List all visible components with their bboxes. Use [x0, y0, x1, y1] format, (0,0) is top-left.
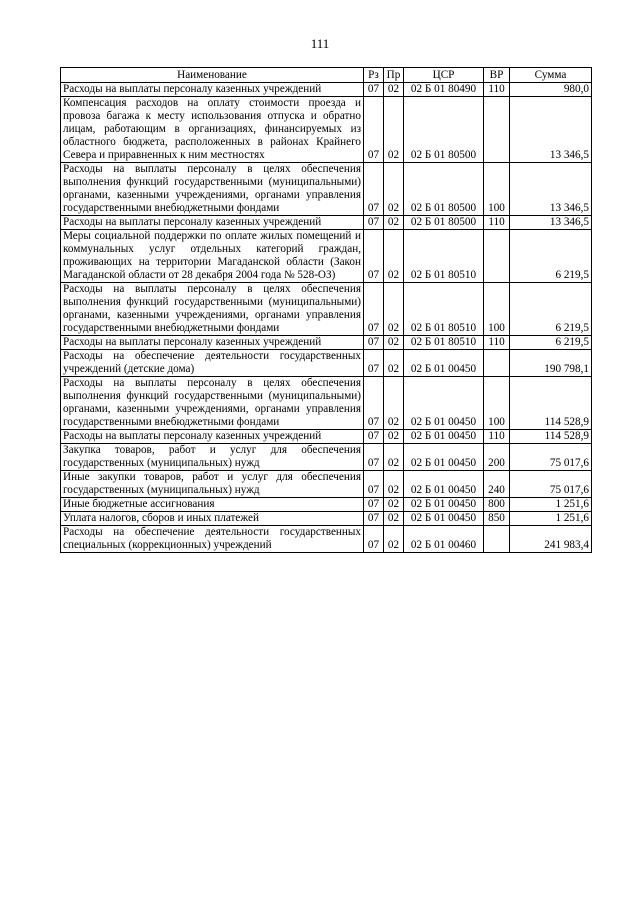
row-pr: 02	[384, 283, 404, 336]
row-rz: 07	[364, 444, 384, 471]
row-csr: 02 Б 01 00450	[404, 444, 484, 471]
table-row	[61, 444, 592, 471]
row-csr: 02 Б 01 00450	[404, 430, 484, 444]
row-csr: 02 Б 01 80510	[404, 230, 484, 283]
row-pr: 02	[384, 83, 404, 97]
row-name: Расходы на выплаты персоналу казенных учреждений	[61, 430, 364, 444]
row-name: Уплата налогов, сборов и иных платежей	[61, 512, 364, 526]
row-csr: 02 Б 01 80500	[404, 163, 484, 216]
row-pr: 02	[384, 512, 404, 526]
row-name: Расходы на выплаты персоналу казенных учреждений	[61, 216, 364, 230]
row-rz: 07	[364, 97, 384, 163]
row-rz: 07	[364, 471, 384, 498]
row-name: Иные закупки товаров, работ и услуг для обеспечения государственных (муниципальных) нужд	[61, 471, 364, 498]
row-name: Расходы на выплаты персоналу в целях обеспечения выполнения функций государственными (муниципальными) органами, казенными учреждениями, органами управления государственными внебюджетными фондами	[61, 163, 364, 216]
header-csr: ЦСР	[404, 68, 484, 83]
budget-table	[60, 67, 592, 553]
row-sum: 75 017,6	[510, 471, 592, 498]
row-name: Меры социальной поддержки по оплате жилых помещений и коммунальных услуг отдельных категорий граждан, проживающих на территории Магаданской области (Закон Магаданской области от 28 декабря 2004 года № 528-ОЗ)	[61, 230, 364, 283]
row-rz: 07	[364, 230, 384, 283]
table-row	[61, 471, 592, 498]
header-pr: Пр	[384, 68, 404, 83]
row-csr: 02 Б 01 00450	[404, 350, 484, 377]
table-row	[61, 163, 592, 216]
row-vr: 100	[484, 283, 510, 336]
row-sum: 1 251,6	[510, 512, 592, 526]
row-rz: 07	[364, 163, 384, 216]
row-vr: 100	[484, 377, 510, 430]
row-rz: 07	[364, 283, 384, 336]
row-rz: 07	[364, 350, 384, 377]
row-name: Расходы на выплаты персоналу казенных учреждений	[61, 83, 364, 97]
row-sum: 13 346,5	[510, 163, 592, 216]
row-pr: 02	[384, 526, 404, 553]
row-sum: 114 528,9	[510, 377, 592, 430]
table-row	[61, 512, 592, 526]
page-number: 111	[310, 36, 330, 51]
row-rz: 07	[364, 526, 384, 553]
row-pr: 02	[384, 216, 404, 230]
row-csr: 02 Б 01 80510	[404, 283, 484, 336]
row-sum: 1 251,6	[510, 498, 592, 512]
row-sum: 75 017,6	[510, 444, 592, 471]
row-pr: 02	[384, 498, 404, 512]
table-row	[61, 97, 592, 163]
table-row	[61, 230, 592, 283]
row-sum: 13 346,5	[510, 97, 592, 163]
table-row	[61, 83, 592, 97]
row-csr: 02 Б 01 00450	[404, 377, 484, 430]
table-row	[61, 430, 592, 444]
row-pr: 02	[384, 97, 404, 163]
row-pr: 02	[384, 230, 404, 283]
row-pr: 02	[384, 471, 404, 498]
row-vr	[484, 526, 510, 553]
row-rz: 07	[364, 83, 384, 97]
row-sum: 13 346,5	[510, 216, 592, 230]
row-vr: 100	[484, 163, 510, 216]
table-row	[61, 377, 592, 430]
table-row	[61, 526, 592, 553]
row-vr: 800	[484, 498, 510, 512]
row-csr: 02 Б 01 00450	[404, 498, 484, 512]
row-name: Расходы на обеспечение деятельности государственных специальных (коррекционных) учреждений	[61, 526, 364, 553]
row-sum: 6 219,5	[510, 230, 592, 283]
row-csr: 02 Б 01 00450	[404, 512, 484, 526]
row-csr: 02 Б 01 00460	[404, 526, 484, 553]
row-name: Расходы на выплаты персоналу в целях обеспечения выполнения функций государственными (муниципальными) органами, казенными учреждениями, органами управления государственными внебюджетными фондами	[61, 283, 364, 336]
row-sum: 241 983,4	[510, 526, 592, 553]
row-name: Компенсация расходов на оплату стоимости проезда и провоза багажа к месту использования отпуска и обратно лицам, работающим в организациях, финансируемых из областного бюджета, расположенных в районах Крайнего Севера и приравненных к ним местностях	[61, 97, 364, 163]
row-pr: 02	[384, 336, 404, 350]
row-csr: 02 Б 01 80510	[404, 336, 484, 350]
row-name: Иные бюджетные ассигнования	[61, 498, 364, 512]
table-row	[61, 336, 592, 350]
row-sum: 6 219,5	[510, 336, 592, 350]
table-row	[61, 498, 592, 512]
header-rz: Рз	[364, 68, 384, 83]
row-sum: 980,0	[510, 83, 592, 97]
row-vr: 200	[484, 444, 510, 471]
row-csr: 02 Б 01 80490	[404, 83, 484, 97]
row-vr	[484, 350, 510, 377]
row-rz: 07	[364, 498, 384, 512]
row-sum: 190 798,1	[510, 350, 592, 377]
row-vr	[484, 230, 510, 283]
row-rz: 07	[364, 512, 384, 526]
row-name: Закупка товаров, работ и услуг для обеспечения государственных (муниципальных) нужд	[61, 444, 364, 471]
row-csr: 02 Б 01 80500	[404, 216, 484, 230]
row-name: Расходы на выплаты персоналу казенных учреждений	[61, 336, 364, 350]
table-row	[61, 283, 592, 336]
row-name: Расходы на выплаты персоналу в целях обеспечения выполнения функций государственными (муниципальными) органами, казенными учреждениями, органами управления государственными внебюджетными фондами	[61, 377, 364, 430]
row-vr: 110	[484, 336, 510, 350]
row-vr: 110	[484, 83, 510, 97]
row-csr: 02 Б 01 00450	[404, 471, 484, 498]
row-pr: 02	[384, 350, 404, 377]
table-row	[61, 216, 592, 230]
row-pr: 02	[384, 444, 404, 471]
row-pr: 02	[384, 430, 404, 444]
row-rz: 07	[364, 336, 384, 350]
header-name: Наименование	[61, 68, 364, 83]
row-rz: 07	[364, 216, 384, 230]
row-csr: 02 Б 01 80500	[404, 97, 484, 163]
row-vr: 240	[484, 471, 510, 498]
table-row	[61, 350, 592, 377]
header-vr: ВР	[484, 68, 510, 83]
row-rz: 07	[364, 430, 384, 444]
row-sum: 6 219,5	[510, 283, 592, 336]
row-pr: 02	[384, 377, 404, 430]
header-sum: Сумма	[510, 68, 592, 83]
row-vr: 110	[484, 216, 510, 230]
row-sum: 114 528,9	[510, 430, 592, 444]
row-vr	[484, 97, 510, 163]
row-rz: 07	[364, 377, 384, 430]
row-name: Расходы на обеспечение деятельности государственных учреждений (детские дома)	[61, 350, 364, 377]
row-vr: 850	[484, 512, 510, 526]
row-vr: 110	[484, 430, 510, 444]
row-pr: 02	[384, 163, 404, 216]
table-header-row	[61, 68, 592, 83]
